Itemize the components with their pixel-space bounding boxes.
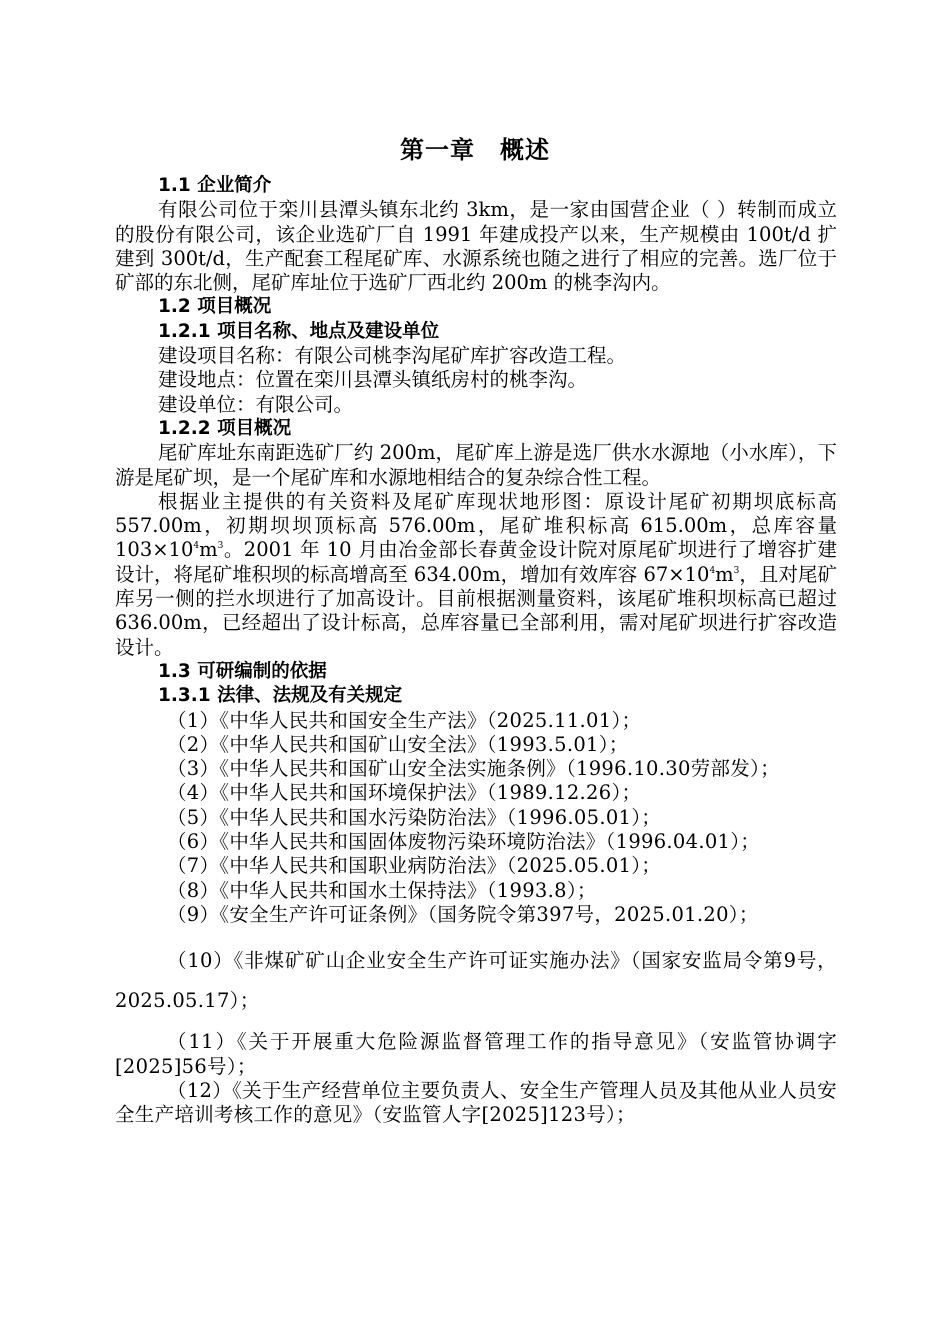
overview-text-part-3: 。2001 年 10 月由冶金部长春黄金设计院对原尾矿坝进行了增容扩建设计，将尾矿堆积坝的标高增高至 634.00m，增加有效库容 67×10 — [115, 538, 837, 586]
chapter-title: 第一章 概述 — [400, 136, 550, 164]
section-heading-1-1: 1.1 企业简介 — [158, 175, 272, 196]
document-body — [115, 174, 837, 1127]
law-item-4: （4）《中华人民共和国环境保护法》（1989.12.26）； — [167, 781, 642, 805]
law-item-9: （9）《安全生产许可证条例》（国务院令第397号，2025.01.20）； — [167, 902, 759, 926]
superscript-exponent: 4 — [193, 541, 200, 552]
law-item-7: （7）《中华人民共和国职业病防治法》（2025.05.01）； — [167, 854, 662, 878]
law-item-2: （2）《中华人民共和国矿山安全法》（1993.5.01）； — [167, 732, 629, 756]
law-item-10: （10）《非煤矿矿山企业安全生产许可证实施办法》（国家安监局令第9号，2025.05.17）； — [115, 949, 837, 1013]
law-item-6: （6）《中华人民共和国固体废物污染环境防治法》（1996.04.01）； — [167, 830, 761, 854]
section-heading-1-2: 1.2 项目概况 — [158, 296, 272, 318]
law-item-1: （1）《中华人民共和国安全生产法》（2025.11.01）； — [167, 708, 642, 732]
superscript-exponent: 4 — [709, 565, 716, 576]
overview-text-part-1: 根据业主提供的有关资料及尾矿库现状地形图：原设计尾矿初期坝底标高 557.00m，初期坝坝顶标高 576.00m，尾矿堆积标高 615.00m，总库容量 103×10 — [115, 489, 837, 562]
unit-text: m — [199, 538, 218, 562]
section-heading-1-2-1: 1.2.1 项目名称、地点及建设单位 — [158, 320, 440, 342]
unit-text: m — [715, 562, 734, 586]
superscript-exponent: 3 — [217, 541, 224, 552]
section-heading-1-3: 1.3 可研编制的依据 — [158, 660, 327, 682]
project-unit-line: 建设单位：有限公司。 — [158, 392, 354, 416]
superscript-exponent: 3 — [733, 565, 740, 576]
project-location-line: 建设地点：位置在栾川县潭头镇纸房村的桃李沟。 — [158, 368, 588, 392]
company-intro-paragraph: 有限公司位于栾川县潭头镇东北约 3km，是一家由国营企业（ ）转制而成立的股份有限公司，该企业选矿厂自 1991 年建成投产以来，生产规模由 100t/d 扩建到 300t/d，生产配套工程尾矿库、水源系统也随之进行了相应的完善。选厂位于矿部的东北侧，尾矿库址位于选矿厂西北约 200m 的桃李沟内。 — [115, 198, 837, 295]
section-heading-1-3-1: 1.3.1 法律、法规及有关规定 — [158, 685, 403, 707]
overview-paragraph-2 — [115, 490, 837, 660]
overview-paragraph-1: 尾矿库址东南距选矿厂约 200m，尾矿库上游是选厂供水水源地（小水库），下游是尾矿坝，是一个尾矿库和水源地相结合的复杂综合性工程。 — [115, 441, 837, 489]
project-name-line: 建设项目名称：有限公司桃李沟尾矿库扩容改造工程。 — [158, 344, 627, 368]
law-item-3: （3）《中华人民共和国矿山安全法实施条例》（1996.10.30劳部发）； — [167, 757, 780, 781]
law-item-12: （12）《关于生产经营单位主要负责人、安全生产管理人员及其他从业人员安全生产培训考核工作的意见》（安监管人字[2025]123号）； — [115, 1078, 837, 1127]
law-item-5: （5）《中华人民共和国水污染防治法》（1996.05.01）； — [167, 805, 662, 829]
law-item-11: （11）《关于开展重大危险源监督管理工作的指导意见》（安监管协调字[2025]56号）； — [115, 1030, 837, 1078]
overview-text-part-5: ，且对尾矿库另一侧的拦水坝进行了加高设计。目前根据测量资料，该尾矿堆积坝标高已超过 636.00m，已经超出了设计标高，总库容量已全部利用，需对尾矿坝进行扩容改造设计。 — [115, 562, 837, 659]
section-heading-1-2-2: 1.2.2 项目概况 — [158, 417, 292, 439]
law-item-8: （8）《中华人民共和国水土保持法》（1993.8）； — [167, 878, 597, 902]
